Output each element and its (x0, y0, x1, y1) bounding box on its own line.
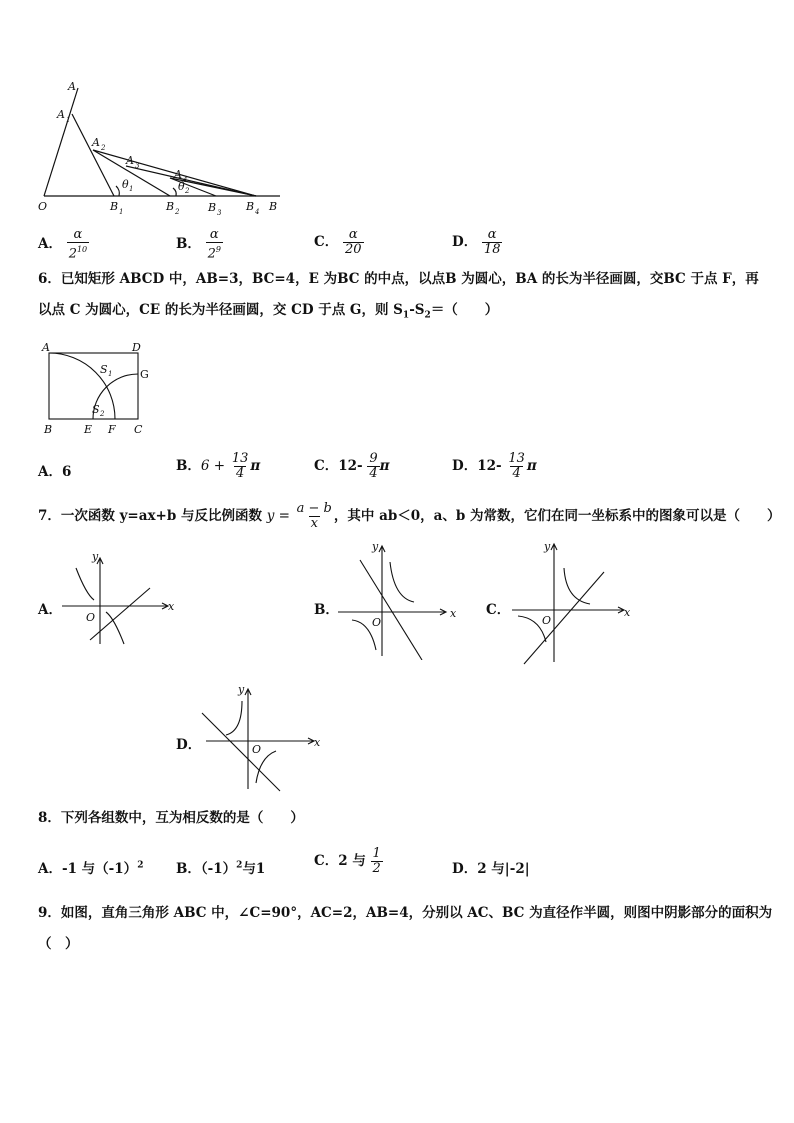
label-theta1: θ (122, 178, 129, 191)
svg-text:4: 4 (183, 176, 188, 184)
label-A4: A (174, 168, 182, 181)
q8-option-c: C．2 与 $\frac{1}{2}$ (314, 846, 381, 876)
svg-text:3: 3 (135, 162, 140, 170)
q7-graph-d (200, 683, 330, 793)
label-theta2: θ (178, 180, 185, 193)
q6-stem-line2: 以点 C 为圆心，CE 的长为半径画圆，交 CD 于点 G，则 $S_1-S_2=$（ ） (38, 302, 499, 321)
svg-text:2: 2 (100, 410, 105, 418)
q5-option-c: C． $\frac{\alpha}{20}$ (314, 227, 362, 257)
svg-text:y: y (238, 683, 245, 696)
label-O: O (38, 200, 48, 213)
q7-graph-b (334, 540, 464, 660)
q7-option-a-label: A． (38, 602, 62, 618)
q7-graph-c (508, 538, 638, 668)
label-S2: S (92, 403, 100, 416)
q5-option-d: D． $\frac{\alpha}{18}$ (452, 227, 501, 257)
svg-text:1: 1 (66, 116, 71, 124)
q9-stem-line2: （ ） (38, 936, 79, 952)
svg-text:1: 1 (129, 185, 134, 193)
label-B3: B (208, 201, 217, 214)
q8-stem: 8．下列各组数中，互为相反数的是（ ） (38, 810, 304, 826)
label-B4: B (246, 200, 255, 213)
svg-text:2: 2 (185, 187, 190, 195)
label-A3: A (126, 154, 134, 167)
svg-text:O: O (372, 616, 382, 629)
label-B: B (44, 423, 53, 436)
q7-graph-a (58, 548, 188, 648)
svg-text:4: 4 (255, 208, 260, 216)
q6-option-b: B．6 + $\frac{13}{4}$ π (176, 451, 261, 481)
q6-stem-line1: 6．已知矩形 ABCD 中，AB=3，BC=4，E 为BC 的中点，以点B 为圆心，BA 的长为半径画圆，交BC 于点 F，再 (38, 271, 759, 287)
q5-figure (30, 78, 300, 218)
label-A1: A (57, 108, 65, 121)
q7-option-c-label: C． (486, 602, 511, 618)
label-D: D (132, 341, 141, 354)
q6-figure (38, 340, 158, 436)
svg-text:O: O (542, 614, 552, 627)
label-B2: B (166, 200, 175, 213)
svg-text:x: x (624, 606, 631, 619)
label-G: G (140, 368, 149, 381)
svg-text:x: x (450, 607, 457, 620)
label-A: A (68, 80, 76, 93)
svg-text:y: y (544, 540, 551, 553)
q6-option-d: D．12- $\frac{13}{4}$ π (452, 451, 537, 481)
q7-stem: 7．一次函数 y=ax+b 与反比例函数 y = $\frac{a - b}{x}$ ，其中 ab＜0，a、b 为常数，它们在同一坐标系中的图象可以是（ ） (38, 501, 781, 531)
label-E: E (84, 423, 93, 436)
svg-text:2: 2 (101, 144, 106, 152)
label-S1: S (100, 363, 108, 376)
svg-text:x: x (168, 600, 175, 613)
svg-text:y: y (372, 540, 379, 553)
svg-text:y: y (92, 550, 99, 563)
label-A: A (42, 341, 50, 354)
q7-option-b-label: B． (314, 602, 339, 618)
q6-option-c: C．12- $\frac{9}{4}$ π (314, 451, 390, 481)
svg-text:2: 2 (175, 208, 180, 216)
svg-text:3: 3 (217, 209, 222, 217)
label-B: B (269, 200, 278, 213)
q8-option-d: D．2 与|-2| (452, 861, 530, 877)
svg-text:1: 1 (108, 370, 113, 378)
svg-text:x: x (314, 736, 321, 749)
svg-text:O: O (86, 611, 96, 624)
svg-text:O: O (252, 743, 262, 756)
svg-text:1: 1 (119, 208, 124, 216)
q5-option-a: A． $\frac{\alpha}{2^{10}}$ (38, 227, 88, 262)
label-C: C (134, 423, 143, 436)
label-A2: A (92, 136, 100, 149)
label-F: F (108, 423, 116, 436)
q7-option-d-label: D． (176, 737, 202, 753)
q6-option-a: A．6 (38, 464, 72, 480)
label-B1: B (110, 200, 119, 213)
q8-option-a: A．-1 与$(-1)^2$ (38, 860, 144, 877)
q9-stem-line1: 9．如图，直角三角形 ABC 中，∠C=90°，AC=2，AB=4，分别以 AC、BC 为直径作半圆，则图中阴影部分的面积为 (38, 905, 773, 921)
q5-option-b: B． $\frac{\alpha}{2^9}$ (176, 227, 221, 262)
q8-option-b: B．$(-1)^2$与1 (176, 860, 266, 877)
